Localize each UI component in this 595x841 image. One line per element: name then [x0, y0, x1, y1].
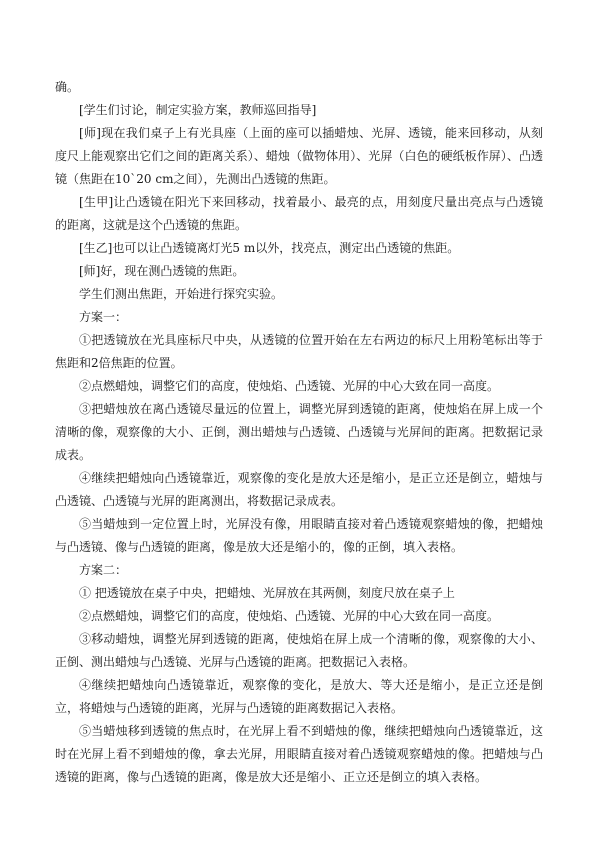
paragraph-continuation: 确。 [55, 80, 80, 94]
plan-one-step-3: ③把蜡烛放在离凸透镜尽量远的位置上，调整光屏到透镜的距离，使烛焰在屏上成一个清晰的像，观察像的大小、正倒，测出蜡烛与凸透镜、凸透镜与光屏间的距离。把数据记录成表。 [55, 402, 543, 462]
paragraph-discussion-note: [学生们讨论，制定实验方案，教师巡回指导] [79, 103, 317, 117]
paragraph-student-b: [生乙]也可以让凸透镜离灯光5 m以外，找亮点，测定出凸透镜的焦距。 [79, 241, 460, 255]
plan-two-step-1: ① 把透镜放在桌子中央，把蜡烛、光屏放在其两侧，刻度尺放在桌子上 [79, 586, 455, 600]
plan-two-step-2: ②点燃蜡烛，调整它们的高度，使烛焰、凸透镜、光屏的中心大致在同一高度。 [79, 609, 500, 623]
paragraph-student-a: [生甲]让凸透镜在阳光下来回移动，找着最小、最亮的点，用刻度尺量出亮点与凸透镜的距离，这就是这个凸透镜的焦距。 [55, 195, 543, 232]
paragraph-students-start: 学生们测出焦距，开始进行探究实验。 [79, 287, 284, 301]
plan-two-step-4: ④继续把蜡烛向凸透镜靠近，观察像的变化，是放大、等大还是缩小，是正立还是倒立，将蜡烛与凸透镜的距离，光屏与凸透镜的距离数据记入表格。 [55, 678, 543, 715]
plan-two-heading: 方案二： [79, 563, 128, 577]
document-body [55, 76, 543, 789]
plan-one-heading: 方案一： [79, 310, 128, 324]
plan-one-step-1: ①把透镜放在光具座标尺中央，从透镜的位置开始在左右两边的标尺上用粉笔标出等于焦距和2倍焦距的位置。 [55, 333, 543, 370]
paragraph-teacher-measure: [师]好，现在测凸透镜的焦距。 [79, 264, 245, 278]
plan-one-step-2: ②点燃蜡烛，调整它们的高度，使烛焰、凸透镜、光屏的中心大致在同一高度。 [79, 379, 500, 393]
plan-one-step-5: ⑤当蜡烛到一定位置上时，光屏没有像，用眼睛直接对着凸透镜观察蜡烛的像，把蜡烛与凸透镜、像与凸透镜的距离，像是放大还是缩小的，像的正倒，填入表格。 [55, 517, 543, 554]
plan-two-step-5: ⑤当蜡烛移到透镜的焦点时，在光屏上看不到蜡烛的像，继续把蜡烛向凸透镜靠近，这时在光屏上看不到蜡烛的像，拿去光屏，用眼睛直接对着凸透镜观察蜡烛的像。把蜡烛与凸透镜的距离，像与凸透镜的距离，像是放大还是缩小、正立还是倒立的填入表格。 [55, 724, 543, 784]
plan-two-step-3: ③移动蜡烛，调整光屏到透镜的距离，使烛焰在屏上成一个清晰的像，观察像的大小、正倒、测出蜡烛与凸透镜、光屏与凸透镜的距离。把数据记入表格。 [55, 632, 543, 669]
paragraph-teacher-equipment: [师]现在我们桌子上有光具座（上面的座可以插蜡烛、光屏、透镜，能来回移动，从刻度尺上能观察出它们之间的距离关系）、蜡烛（做物体用）、光屏（白色的硬纸板作屏）、凸透镜（焦距在10`20 cm之间），先测出凸透镜的焦距。 [55, 126, 543, 186]
plan-one-step-4: ④继续把蜡烛向凸透镜靠近，观察像的变化是放大还是缩小，是正立还是倒立，蜡烛与凸透镜、凸透镜与光屏的距离测出，将数据记录成表。 [55, 471, 543, 508]
